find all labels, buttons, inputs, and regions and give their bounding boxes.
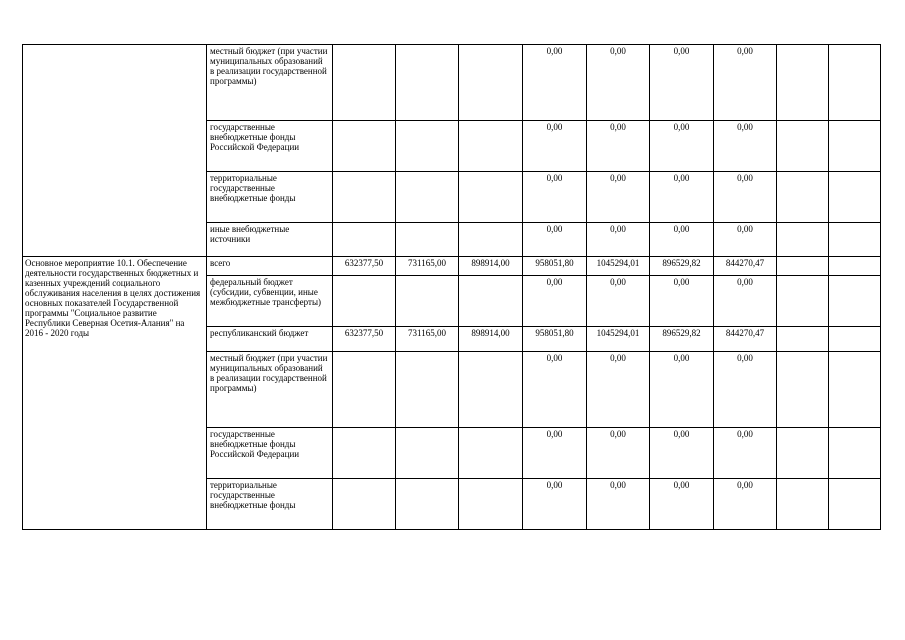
value-cell: 0,00 <box>587 172 650 223</box>
value-cell <box>777 223 829 257</box>
value-cell <box>777 327 829 352</box>
value-cell: 0,00 <box>714 45 777 121</box>
value-cell <box>829 257 881 276</box>
value-cell <box>829 223 881 257</box>
value-cell: 0,00 <box>650 172 714 223</box>
value-cell: 896529,82 <box>650 327 714 352</box>
value-cell: 0,00 <box>587 276 650 327</box>
value-cell <box>829 428 881 479</box>
value-cell <box>829 121 881 172</box>
value-cell: 731165,00 <box>396 327 459 352</box>
value-cell <box>777 45 829 121</box>
value-cell <box>829 45 881 121</box>
value-cell <box>333 172 396 223</box>
value-cell <box>829 352 881 428</box>
value-cell: 0,00 <box>587 479 650 530</box>
funding-source-cell: республиканский бюджет <box>207 327 333 352</box>
value-cell: 0,00 <box>714 428 777 479</box>
value-cell: 0,00 <box>587 428 650 479</box>
funding-source-cell: территориальные государственные внебюджетные фонды <box>207 172 333 223</box>
value-cell <box>459 352 523 428</box>
activity-name-cell-empty <box>23 45 207 257</box>
value-cell <box>459 276 523 327</box>
value-cell: 632377,50 <box>333 327 396 352</box>
value-cell: 0,00 <box>650 121 714 172</box>
value-cell <box>777 352 829 428</box>
value-cell: 896529,82 <box>650 257 714 276</box>
value-cell: 0,00 <box>523 223 587 257</box>
value-cell: 0,00 <box>523 121 587 172</box>
table-row <box>23 257 881 276</box>
value-cell <box>396 352 459 428</box>
value-cell: 0,00 <box>523 352 587 428</box>
value-cell: 0,00 <box>714 479 777 530</box>
value-cell <box>829 276 881 327</box>
value-cell <box>396 276 459 327</box>
value-cell: 0,00 <box>650 45 714 121</box>
value-cell <box>396 428 459 479</box>
value-cell: 0,00 <box>650 223 714 257</box>
funding-source-cell: территориальные государственные внебюджетные фонды <box>207 479 333 530</box>
value-cell <box>459 45 523 121</box>
value-cell: 0,00 <box>650 276 714 327</box>
value-cell: 0,00 <box>650 352 714 428</box>
value-cell: 0,00 <box>587 223 650 257</box>
value-cell <box>777 479 829 530</box>
value-cell <box>333 276 396 327</box>
value-cell <box>459 479 523 530</box>
value-cell <box>333 479 396 530</box>
value-cell <box>333 45 396 121</box>
value-cell: 0,00 <box>714 276 777 327</box>
funding-source-cell: государственные внебюджетные фонды Российской Федерации <box>207 428 333 479</box>
value-cell <box>459 428 523 479</box>
value-cell <box>396 172 459 223</box>
value-cell: 958051,80 <box>523 327 587 352</box>
value-cell: 844270,47 <box>714 327 777 352</box>
value-cell <box>459 223 523 257</box>
value-cell: 844270,47 <box>714 257 777 276</box>
value-cell <box>333 121 396 172</box>
value-cell <box>396 479 459 530</box>
value-cell: 0,00 <box>587 45 650 121</box>
value-cell: 0,00 <box>523 172 587 223</box>
value-cell: 0,00 <box>587 121 650 172</box>
value-cell <box>459 121 523 172</box>
value-cell <box>777 121 829 172</box>
value-cell <box>777 276 829 327</box>
budget-table-page <box>22 44 881 530</box>
value-cell <box>333 223 396 257</box>
budget-table <box>22 44 881 530</box>
value-cell <box>396 223 459 257</box>
value-cell: 0,00 <box>714 172 777 223</box>
value-cell: 731165,00 <box>396 257 459 276</box>
value-cell: 0,00 <box>650 428 714 479</box>
funding-source-cell: федеральный бюджет (субсидии, субвенции, иные межбюджетные трансферты) <box>207 276 333 327</box>
funding-source-cell: всего <box>207 257 333 276</box>
value-cell <box>333 352 396 428</box>
value-cell: 0,00 <box>523 428 587 479</box>
funding-source-cell: государственные внебюджетные фонды Российской Федерации <box>207 121 333 172</box>
activity-name-cell: Основное мероприятие 10.1. Обеспечение деятельности государственных бюджетных и казенных учреждений социального обслуживания населения в целях достижения основных показателей Государственной программы "Социальное развитие Республики Северная Осетия-Алания" на 2016 - 2020 годы <box>23 257 207 530</box>
value-cell: 0,00 <box>523 45 587 121</box>
value-cell: 898914,00 <box>459 327 523 352</box>
value-cell: 958051,80 <box>523 257 587 276</box>
value-cell: 0,00 <box>650 479 714 530</box>
value-cell: 1045294,01 <box>587 327 650 352</box>
value-cell <box>459 172 523 223</box>
value-cell: 1045294,01 <box>587 257 650 276</box>
value-cell <box>829 479 881 530</box>
value-cell <box>333 428 396 479</box>
funding-source-cell: местный бюджет (при участии муниципальных образований в реализации государственной программы) <box>207 352 333 428</box>
table-row <box>23 45 881 121</box>
value-cell: 0,00 <box>523 479 587 530</box>
value-cell: 632377,50 <box>333 257 396 276</box>
funding-source-cell: иные внебюджетные источники <box>207 223 333 257</box>
value-cell: 0,00 <box>714 121 777 172</box>
value-cell <box>777 428 829 479</box>
value-cell <box>829 172 881 223</box>
funding-source-cell: местный бюджет (при участии муниципальных образований в реализации государственной программы) <box>207 45 333 121</box>
value-cell: 0,00 <box>587 352 650 428</box>
value-cell: 898914,00 <box>459 257 523 276</box>
value-cell <box>777 172 829 223</box>
value-cell: 0,00 <box>714 352 777 428</box>
value-cell <box>777 257 829 276</box>
budget-table-body <box>23 45 881 530</box>
value-cell <box>396 121 459 172</box>
value-cell: 0,00 <box>714 223 777 257</box>
value-cell: 0,00 <box>523 276 587 327</box>
value-cell <box>829 327 881 352</box>
value-cell <box>396 45 459 121</box>
